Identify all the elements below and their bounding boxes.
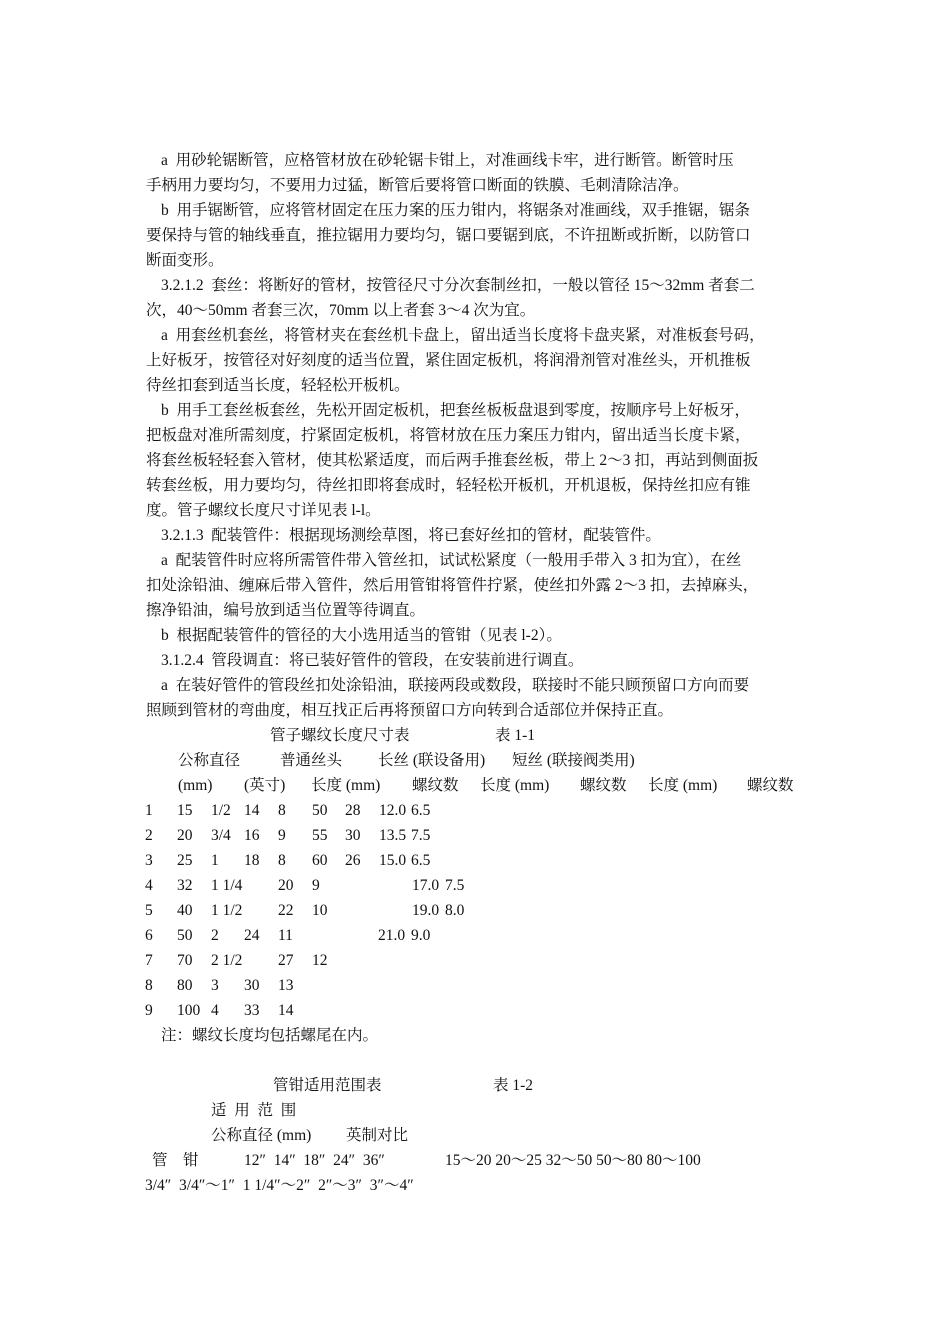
table-cell: 24 <box>244 927 260 944</box>
table-header: 短丝 (联接阀类用) <box>512 752 635 769</box>
paragraph-line: a 用砂轮锯断管，应格管材放在砂轮锯卡钳上，对准画线卡牢，进行断管。断管时压 <box>161 152 734 169</box>
table-cell: 30 <box>244 977 260 994</box>
table-cell: 2 1/2 <box>211 952 243 969</box>
paragraph-line: 上好板牙，按管径对好刻度的适当位置，紧住固定板机，将润滑剂管对准丝头，开机推板 <box>146 352 751 369</box>
table-cell: 16 <box>244 827 260 844</box>
table-note: 注：螺纹长度均包括螺尾在内。 <box>161 1027 379 1044</box>
paragraph-line: 断面变形。 <box>146 252 224 269</box>
table-header: 螺纹数 <box>412 777 459 794</box>
paragraph-line: b 根据配装管件的管径的大小选用适当的管钳（见表 l-2）。 <box>161 627 562 644</box>
paragraph-line: 3.1.2.4 管段调直：将已装好管件的管段，在安装前进行调直。 <box>161 652 584 669</box>
table-cell: 1/2 <box>211 802 231 819</box>
table-cell: 6.5 <box>411 852 431 869</box>
table-cell: 22 <box>278 902 294 919</box>
paragraph-line: 度。管子螺纹长度尺寸详见表 l-l。 <box>146 502 381 519</box>
paragraph-line: 手柄用力要均匀，不要用力过猛，断管后要将管口断面的铁膜、毛刺清除洁净。 <box>146 177 689 194</box>
table-cell: 12 <box>312 952 328 969</box>
table-header: 长度 (mm) <box>311 777 381 794</box>
table-cell: 21.0 <box>378 927 406 944</box>
table-header: (英寸) <box>244 777 286 794</box>
table-cell: 70 <box>177 952 193 969</box>
table-cell: 4 <box>145 877 153 894</box>
table-cell: 1 1/2 <box>211 902 243 919</box>
table-cell: 6.5 <box>411 802 431 819</box>
paragraph-line: 待丝扣套到适当长度，轻轻松开板机。 <box>146 377 410 394</box>
table-cell: 6 <box>145 927 153 944</box>
table-cell: 1 <box>211 852 219 869</box>
table-cell: 26 <box>345 852 361 869</box>
table-cell: 50 <box>177 927 193 944</box>
table-number: 表 1-2 <box>493 1077 534 1094</box>
table-cell: 3/4 <box>211 827 231 844</box>
table-number: 表 1-1 <box>495 727 536 744</box>
table-cell: 2 <box>145 827 153 844</box>
table-header: 螺纹数 <box>747 777 794 794</box>
table-cell: 14 <box>278 1002 294 1019</box>
table-cell: 8.0 <box>445 902 465 919</box>
table-cell: 9.0 <box>411 927 431 944</box>
paragraph-line: 照顾到管材的弯曲度，相互找正后再将预留口方向转到合适部位并保持正直。 <box>146 702 674 719</box>
paragraph-line: a 用套丝机套丝，将管材夹在套丝机卡盘上，留出适当长度将卡盘夹紧，对准板套号码， <box>161 327 765 344</box>
table-header: 螺纹数 <box>580 777 627 794</box>
table-cell: 15～20 20～25 32～50 50～80 80～100 <box>445 1152 701 1169</box>
table-header: 长丝 (联设备用) <box>378 752 486 769</box>
table-cell: 3 <box>211 977 219 994</box>
table-header: 长度 (mm) <box>648 777 718 794</box>
paragraph-line: b 用手锯断管，应将管材固定在压力案的压力钳内，将锯条对准画线，双手推锯，锯条 <box>161 202 751 219</box>
table-cell: 9 <box>145 1002 153 1019</box>
table-cell: 20 <box>177 827 193 844</box>
table-cell: 25 <box>177 852 193 869</box>
table-header: 公称直径 <box>178 752 241 769</box>
paragraph-line: 擦净铅油，编号放到适当位置等待调直。 <box>146 602 426 619</box>
table-cell: 33 <box>244 1002 260 1019</box>
table-cell: 11 <box>278 927 293 944</box>
table-cell: 40 <box>177 902 193 919</box>
table-cell: 19.0 <box>412 902 440 919</box>
paragraph-line: a 在装好管件的管段丝扣处涂铅油，联接两段或数段，联接时不能只顾预留口方向而要 <box>161 677 750 694</box>
table-cell: 12.0 <box>379 802 407 819</box>
table-header: 公称直径 (mm) <box>211 1127 312 1144</box>
table-cell: 8 <box>278 802 286 819</box>
table-cell: 50 <box>312 802 328 819</box>
table-title: 管子螺纹长度尺寸表 <box>270 727 410 744</box>
table-header: 英制对比 <box>346 1127 409 1144</box>
table-cell: 4 <box>211 1002 219 1019</box>
table-cell: 10 <box>312 902 328 919</box>
table-cell: 32 <box>177 877 193 894</box>
table-cell: 1 1/4 <box>211 877 243 894</box>
table-cell: 20 <box>278 877 294 894</box>
table-cell: 17.0 <box>412 877 440 894</box>
table-cell: 9 <box>312 877 320 894</box>
table-cell: 12″ 14″ 18″ 24″ 36″ <box>244 1152 385 1169</box>
table-cell: 15.0 <box>379 852 407 869</box>
table-cell: 13 <box>278 977 294 994</box>
table-cell: 3/4″ 3/4″～1″ 1 1/4″～2″ 2″～3″ 3″～4″ <box>145 1177 414 1194</box>
table-row-label: 管 钳 <box>152 1152 199 1169</box>
table-cell: 30 <box>345 827 361 844</box>
table-cell: 80 <box>177 977 193 994</box>
table-cell: 100 <box>177 1002 201 1019</box>
table-cell: 13.5 <box>379 827 407 844</box>
paragraph-line: 要保持与管的轴线垂直，推拉锯用力要均匀，锯口要锯到底，不许扭断或折断，以防管口 <box>146 227 751 244</box>
table-cell: 9 <box>278 827 286 844</box>
table-cell: 28 <box>345 802 361 819</box>
table-cell: 7 <box>145 952 153 969</box>
paragraph-line: 次，40～50mm 者套三次，70mm 以上者套 3～4 次为宜。 <box>146 302 536 319</box>
paragraph-line: 转套丝板，用力要均匀，待丝扣即将套成时，轻轻松开板机，开机退板，保持丝扣应有锥 <box>146 477 751 494</box>
table-header: (mm) <box>178 777 213 794</box>
paragraph-line: 扣处涂铅油、缠麻后带入管件，然后用管钳将管件拧紧，使丝扣外露 2～3 扣，去掉麻头， <box>146 577 759 594</box>
table-cell: 5 <box>145 902 153 919</box>
paragraph-line: 把板盘对准所需刻度，拧紧固定板机，将管材放在压力案压力钳内，留出适当长度卡紧， <box>146 427 751 444</box>
paragraph-line: 将套丝板轻轻套入管材，使其松紧适度，而后两手推套丝板，带上 2～3 扣，再站到侧面扳 <box>146 452 759 469</box>
table-cell: 14 <box>244 802 260 819</box>
table-cell: 55 <box>312 827 328 844</box>
table-cell: 2 <box>211 927 219 944</box>
paragraph-line: 3.2.1.3 配装管件：根据现场测绘草图，将已套好丝扣的管材，配装管件。 <box>161 527 661 544</box>
table-cell: 27 <box>278 952 294 969</box>
table-header: 长度 (mm) <box>480 777 550 794</box>
table-cell: 60 <box>312 852 328 869</box>
table-cell: 15 <box>177 802 193 819</box>
table-cell: 3 <box>145 852 153 869</box>
paragraph-line: 3.2.1.2 套丝：将断好的管材，按管径尺寸分次套制丝扣，一般以管径 15～32mm 者套二 <box>161 277 755 294</box>
table-cell: 7.5 <box>411 827 431 844</box>
paragraph-line: b 用手工套丝板套丝，先松开固定板机，把套丝板板盘退到零度，按顺序号上好板牙， <box>161 402 751 419</box>
table-cell: 8 <box>278 852 286 869</box>
table-header: 普通丝头 <box>280 752 343 769</box>
table-header: 适 用 范 围 <box>211 1102 297 1119</box>
table-cell: 1 <box>145 802 153 819</box>
table-cell: 7.5 <box>445 877 465 894</box>
paragraph-line: a 配装管件时应将所需管件带入管丝扣，试试松紧度（一般用手带入 3 扣为宜），在丝 <box>161 552 742 569</box>
table-cell: 8 <box>145 977 153 994</box>
table-title: 管钳适用范围表 <box>273 1077 382 1094</box>
table-cell: 18 <box>244 852 260 869</box>
